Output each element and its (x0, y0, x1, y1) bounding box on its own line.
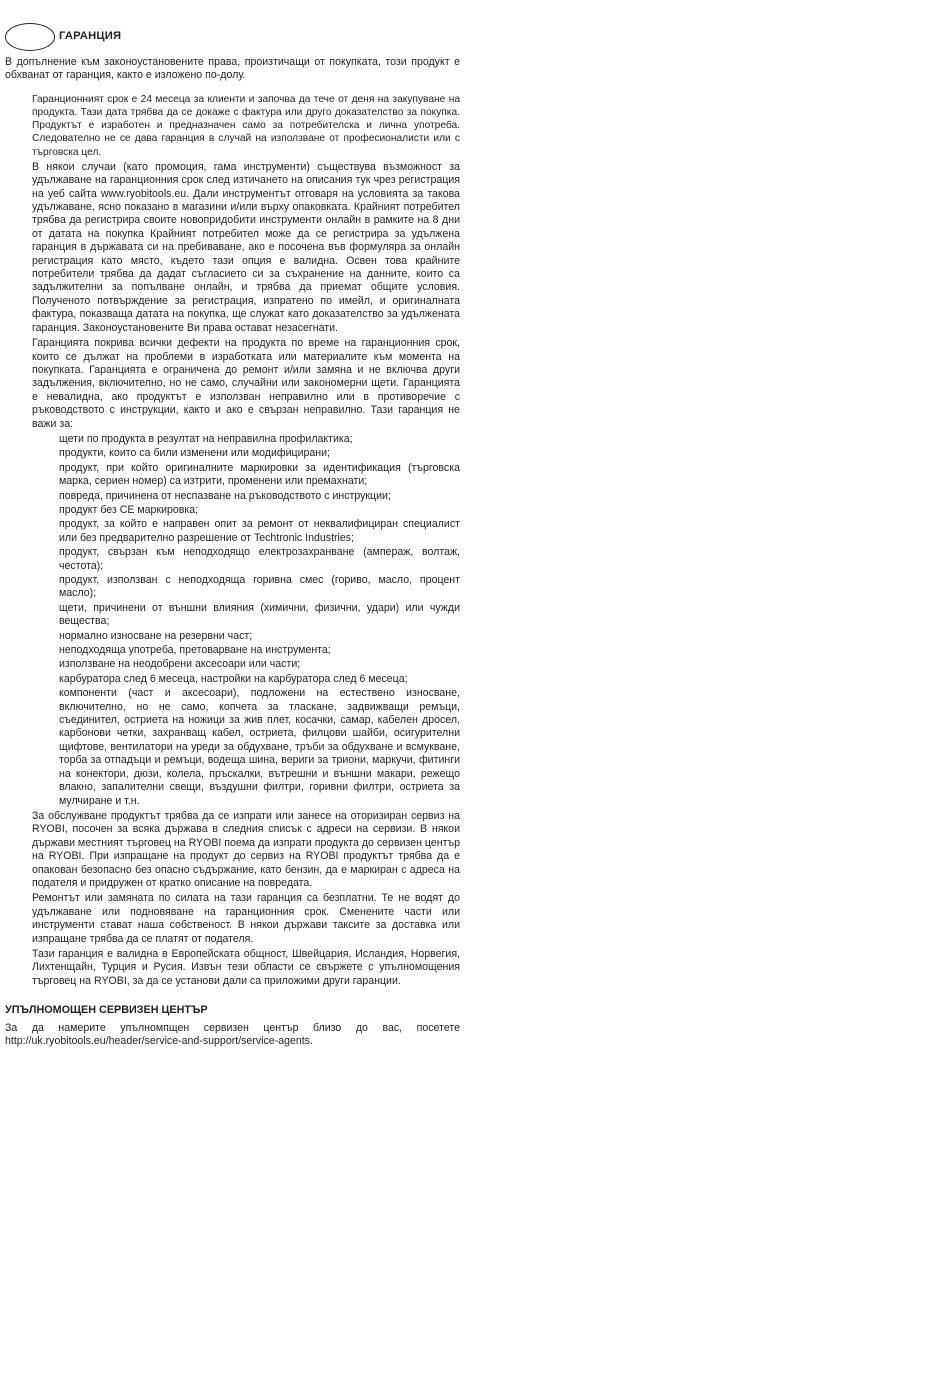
closing-paragraph: Ремонтът или замяната по силата на тази гаранция са безплатни. Те не водят до удължаване или подновяване на гаранционния срок. Сменените части или инструменти стават наша собственост. В някои държави таксите за доставка или изпращане трябва да се платят от подателя. (32, 892, 460, 945)
exclusion-item: неподходяща употреба, претоварване на инструмента; (59, 644, 331, 657)
section-header (5, 20, 460, 54)
exclusion-item: продукти, които са били изменени или модифицирани; (59, 447, 330, 460)
exclusion-item: нормално износване на резервни част; (59, 629, 253, 642)
service-center-text: За да намерите упълномпщен сервизен център близо до вас, посетете http://uk.ryobitools.eu/header/service-and-support/service-agents. (5, 1021, 460, 1048)
exclusion-item: продукт, за който е направен опит за ремонт от неквалифициран специалист или без предварително разрешение от Techtronic Industries; (59, 518, 460, 544)
section-title: ГАРАНЦИЯ (59, 30, 122, 43)
closing-paragraph: Тази гаранция е валидна в Европейската общност, Швейцария, Исландия, Норвегия, Лихтенщайн, Турция и Русия. Извън тези области се свържете с упълномощения търговец на RYOBI, за да се установи дали са приложими други гаранции. (32, 947, 460, 987)
exclusion-item: карбуратора след 6 месеца, настройки на карбуратора след 6 месеца; (59, 672, 408, 685)
exclusion-item: използване на неодобрени аксесоари или части; (59, 658, 301, 671)
exclusion-item: повреда, причинена от неспазване на ръководството с инструкции; (59, 489, 391, 502)
warranty-paragraph: Гаранционният срок е 24 месеца за клиенти и започва да тече от деня на закупуване на продукта. Тази дата трябва да се докаже с фактура или друго доказателство за покупка. Продуктът е изработен и предназначен само за потребителска и лична употреба. Следователно не се дава гаранция в случай на използване от професионалисти или с търговска цел. (32, 93, 460, 158)
exclusions-list (59, 433, 460, 808)
service-center-title: УПЪЛНОМОЩЕН СЕРВИЗЕН ЦЕНТЪР (5, 1004, 208, 1017)
exclusion-item: щети по продукта в резултат на неправилна профилактика; (59, 432, 353, 445)
warranty-paragraph: Гаранцията покрива всички дефекти на продукта по време на гаранционния срок, които се дължат на проблеми в изработката или материалите към момента на покупката. Гаранцията е ограничена до ремонт и/или замяна и не включва други задължения, включително, но не само, случайни или закономерни щети. Гаранцията е невалидна, ако продуктът е използван неправилно или в противоречие с ръководството с инструкции, както и ако е свързан неправилно. Тази гаранция не важи за: (32, 337, 460, 430)
exclusion-item: продукт, използван с неподходяща горивна смес (гориво, масло, процент масло); (59, 574, 460, 600)
exclusion-item: щети, причинени от външни влияния (химични, физични, удари) или чужди вещества; (59, 601, 460, 628)
warranty-terms (32, 93, 460, 988)
closing-paragraph: За обслужване продуктът трябва да се изпрати или занесе на оторизиран сервиз на RYOBI, посочен за всяка държава в следния списък с адреси на сервизи. В някои държави местният търговец на RYOBI поема да изпрати продукта до сервизен център на RYOBI. При изпращане на продукт до сервиз на RYOBI продуктът трябва да е опакован безопасно без опасно съдържание, като бензин, да е маркиран с адреса на подателя и придружен от кратко описание на повредата. (32, 809, 460, 889)
intro-paragraph: В допълнение към законоустановените права, произтичащи от покупката, този продукт е обхванат от гаранция, както е изложено по-долу. (5, 56, 460, 82)
warranty-page (5, 20, 460, 1048)
exclusion-item: компоненти (част и аксесоари), подложени на естествено износване, включително, но не само, копчета за тласкане, задвижващи ремъци, съединител, остриета на ножици за жив плет, косачки, самар, кабелен дросел, карбонови четки, захранващ кабел, остриета, филцови шайби, осигурителни щифтове, вентилатори на уреди за обдухване, тръби за обдухване и всмукване, торба за отпадъци и ремъци, водеща шина, вериги за триони, маркучи, фитинги на конектори, дюзи, колела, пръскалки, вътрешни и външни макари, режещо влакно, запалителни свещи, въздушни филтри, горивни филтри, остриета за мулчиране и т.н. (59, 687, 460, 807)
warranty-paragraph: В някои случаи (като промоция, гама инструменти) съществува възможност за удължаване на гаранционния срок след изтичането на описания тук чрез регистрация на уеб сайта www.ryobitools.eu. Дали инструментът отговаря на условията за такова удължаване, ясно показано в магазини и/или върху опаковката. Крайният потребител трябва да регистрира своите новопридобити инструменти онлайн в рамките на 8 дни от датата на покупка Крайният потребител може да се регистрира за удължена гаранция в държавата си на пребиваване, ако е посочена във формуляра за онлайн регистрация като място, където тази опция е валидна. Освен това крайните потребители трябва да дадат съгласието си за съхранение на данните, които са задължителни за попълване онлайн, и трябва да приемат общите условия. Полученото потвърждение за регистрация, изпратено по имейл, и оригиналната фактура, показваща датата на покупка, ще служат като доказателство за удължената гаранция. Законоустановените Ви права остават незасегнати. (32, 160, 460, 334)
section-number-oval (5, 23, 55, 51)
exclusion-item: продукт, при който оригиналните маркировки за идентификация (търговска марка, сериен номер) са изтрити, променени или премахнати; (59, 461, 460, 488)
exclusion-item: продукт без CE маркировка; (59, 503, 199, 516)
exclusion-item: продукт, свързан към неподходящо електрозахранване (ампераж, волтаж, честота); (59, 546, 460, 572)
